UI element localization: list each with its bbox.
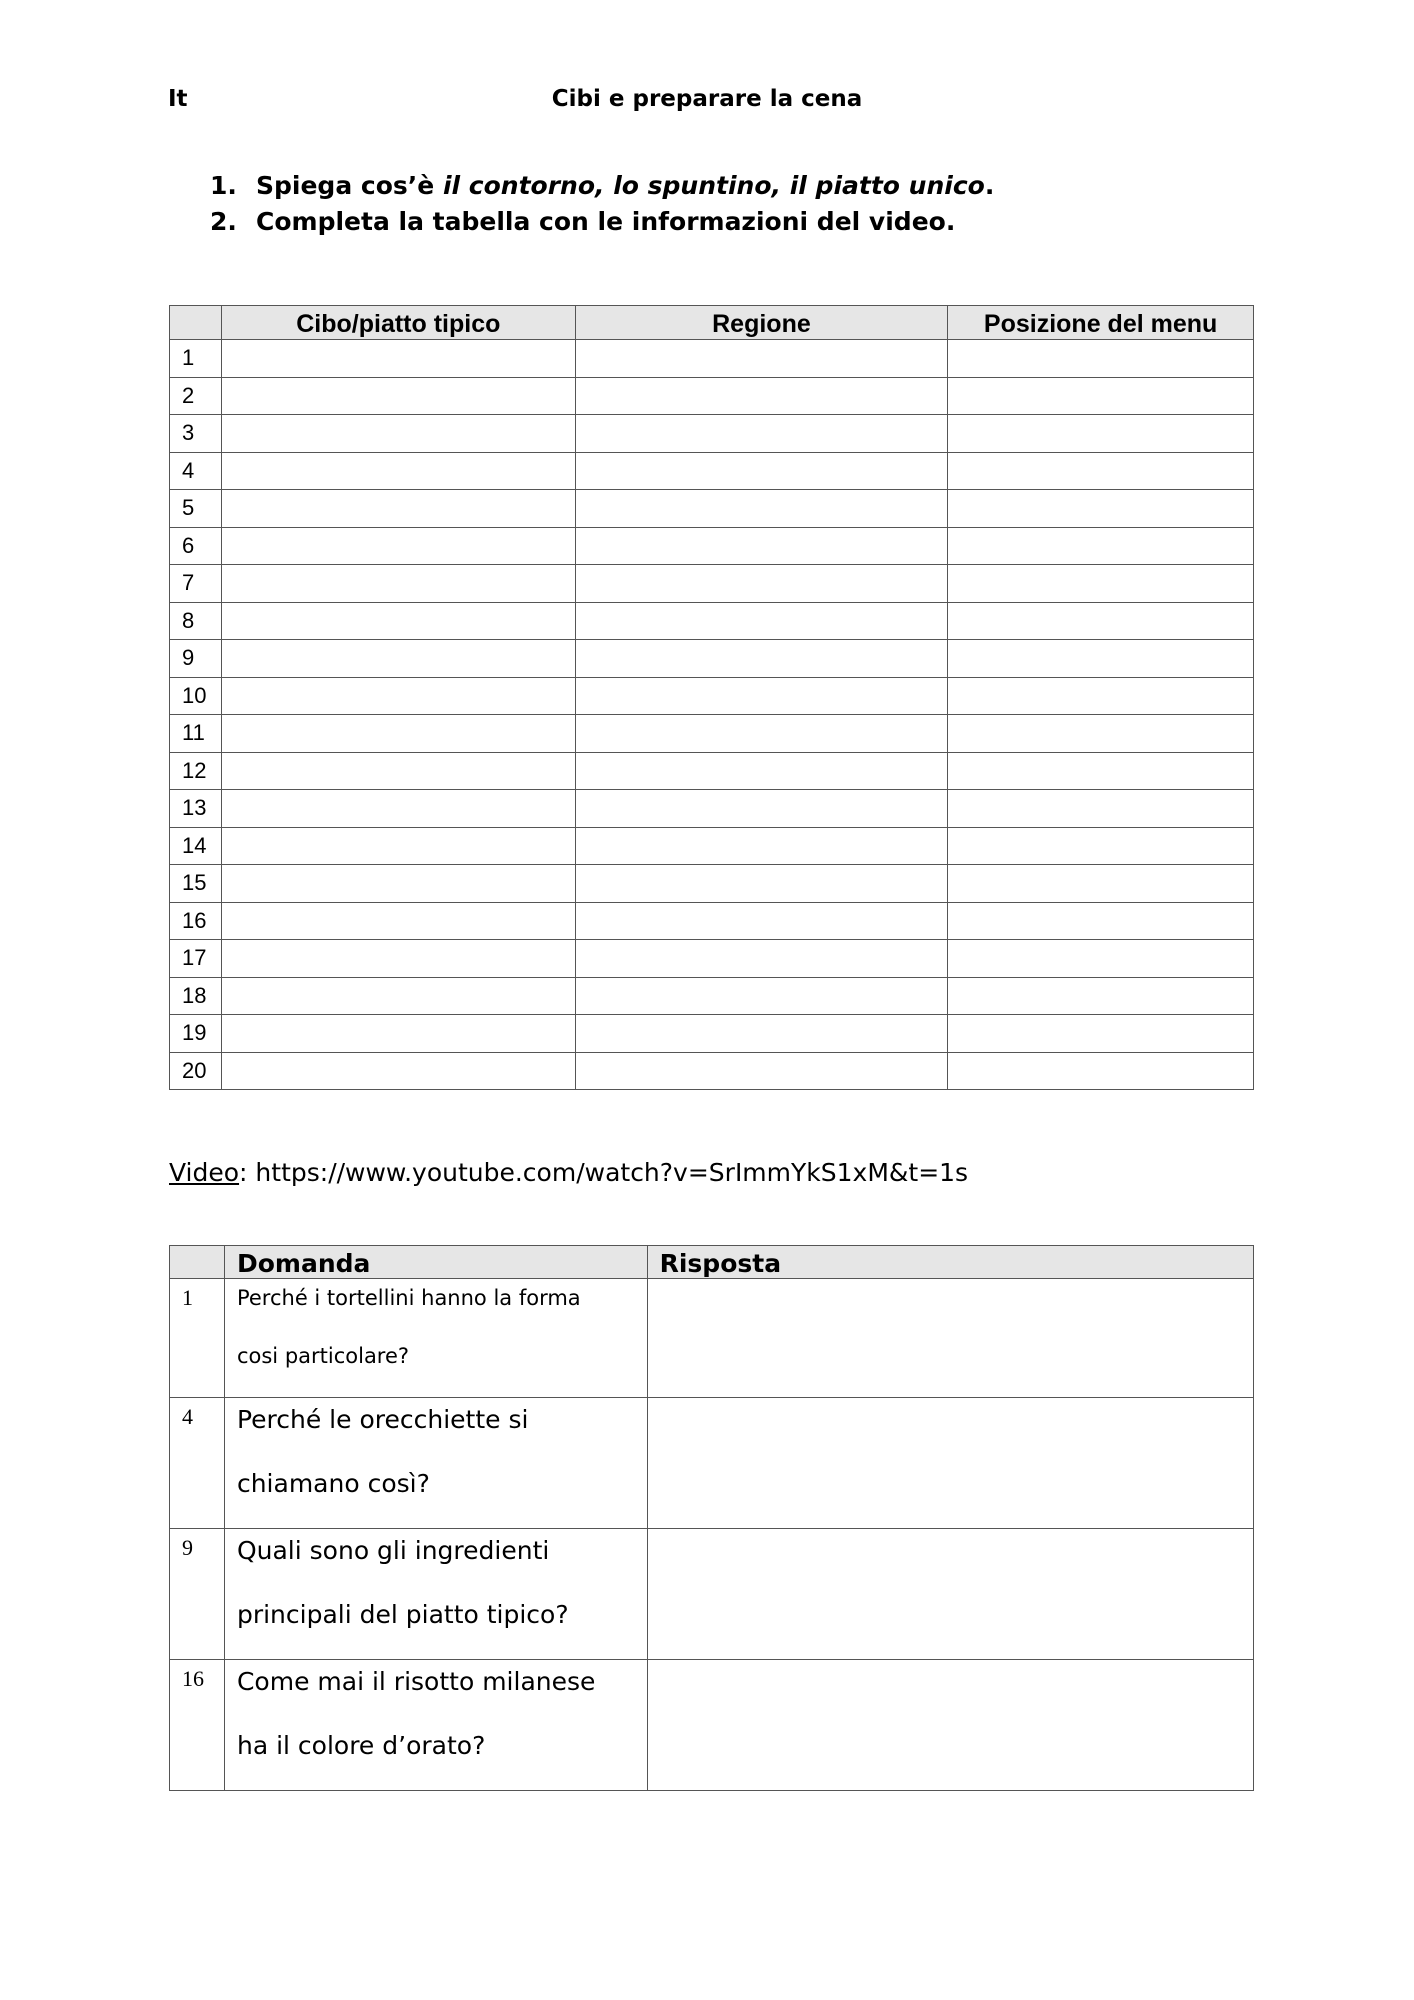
region-cell[interactable] bbox=[575, 527, 948, 565]
row-number: 13 bbox=[170, 790, 222, 828]
row-number: 2 bbox=[170, 377, 222, 415]
menu-position-cell[interactable] bbox=[948, 715, 1254, 753]
food-cell[interactable] bbox=[221, 640, 575, 678]
row-number: 1 bbox=[170, 340, 222, 378]
food-cell[interactable] bbox=[221, 490, 575, 528]
food-cell[interactable] bbox=[221, 790, 575, 828]
table-row bbox=[170, 340, 1254, 378]
table-row bbox=[170, 527, 1254, 565]
question-text bbox=[237, 1388, 647, 1516]
table-row bbox=[170, 977, 1254, 1015]
menu-position-cell[interactable] bbox=[948, 827, 1254, 865]
instruction-2 bbox=[210, 204, 994, 240]
menu-position-cell[interactable] bbox=[948, 790, 1254, 828]
table-row bbox=[170, 677, 1254, 715]
header-blank bbox=[170, 1246, 225, 1279]
question-line: cosi particolare? bbox=[236, 1344, 410, 1368]
table-row bbox=[170, 827, 1254, 865]
region-cell[interactable] bbox=[575, 602, 948, 640]
menu-position-cell[interactable] bbox=[948, 415, 1254, 453]
question-line: Perché le orecchiette si bbox=[236, 1405, 529, 1434]
menu-position-cell[interactable] bbox=[948, 565, 1254, 603]
menu-position-cell[interactable] bbox=[948, 640, 1254, 678]
menu-position-cell[interactable] bbox=[948, 602, 1254, 640]
food-cell[interactable] bbox=[221, 1015, 575, 1053]
table-row bbox=[170, 452, 1254, 490]
region-cell[interactable] bbox=[575, 977, 948, 1015]
food-cell[interactable] bbox=[221, 677, 575, 715]
region-cell[interactable] bbox=[575, 827, 948, 865]
instruction-text: Spiega cos’è bbox=[256, 171, 443, 200]
row-number: 4 bbox=[170, 452, 222, 490]
question-cell bbox=[224, 1529, 647, 1660]
row-number: 3 bbox=[170, 415, 222, 453]
region-cell[interactable] bbox=[575, 940, 948, 978]
menu-position-cell[interactable] bbox=[948, 902, 1254, 940]
video-label: Video bbox=[169, 1158, 240, 1187]
row-number: 15 bbox=[170, 865, 222, 903]
region-cell[interactable] bbox=[575, 790, 948, 828]
answer-cell[interactable] bbox=[647, 1660, 1253, 1791]
video-url[interactable]: https://www.youtube.com/watch?v=SrImmYkS1xM&t=1s bbox=[255, 1158, 969, 1187]
header-question: Domanda bbox=[224, 1246, 647, 1279]
question-number: 4 bbox=[170, 1398, 225, 1529]
questions-table bbox=[169, 1245, 1254, 1791]
menu-position-cell[interactable] bbox=[948, 490, 1254, 528]
table-row bbox=[170, 1052, 1254, 1090]
table-row bbox=[170, 565, 1254, 603]
food-table bbox=[169, 305, 1254, 1090]
row-number: 9 bbox=[170, 640, 222, 678]
menu-position-cell[interactable] bbox=[948, 865, 1254, 903]
question-cell bbox=[224, 1279, 647, 1398]
region-cell[interactable] bbox=[575, 640, 948, 678]
question-line: Quali sono gli ingredienti bbox=[236, 1536, 550, 1565]
menu-position-cell[interactable] bbox=[948, 1015, 1254, 1053]
table-row bbox=[170, 752, 1254, 790]
table-row bbox=[170, 865, 1254, 903]
menu-position-cell[interactable] bbox=[948, 527, 1254, 565]
header-menu-position: Posizione del menu bbox=[948, 306, 1254, 340]
region-cell[interactable] bbox=[575, 377, 948, 415]
region-cell[interactable] bbox=[575, 752, 948, 790]
header-subject: It bbox=[168, 86, 188, 112]
table-row bbox=[170, 940, 1254, 978]
row-number: 6 bbox=[170, 527, 222, 565]
menu-position-cell[interactable] bbox=[948, 340, 1254, 378]
question-text bbox=[237, 1650, 647, 1778]
region-cell[interactable] bbox=[575, 677, 948, 715]
food-cell[interactable] bbox=[221, 452, 575, 490]
menu-position-cell[interactable] bbox=[948, 377, 1254, 415]
region-cell[interactable] bbox=[575, 452, 948, 490]
question-cell bbox=[224, 1398, 647, 1529]
table-row bbox=[170, 640, 1254, 678]
header-blank bbox=[170, 306, 222, 340]
food-cell[interactable] bbox=[221, 340, 575, 378]
answer-cell[interactable] bbox=[647, 1279, 1253, 1398]
header-food: Cibo/piatto tipico bbox=[221, 306, 575, 340]
row-number: 11 bbox=[170, 715, 222, 753]
question-line: ha il colore d’orato? bbox=[236, 1731, 486, 1760]
food-cell[interactable] bbox=[221, 865, 575, 903]
question-line: Perché i tortellini hanno la forma bbox=[236, 1286, 581, 1310]
row-number: 5 bbox=[170, 490, 222, 528]
menu-position-cell[interactable] bbox=[948, 1052, 1254, 1090]
region-cell[interactable] bbox=[575, 865, 948, 903]
table-row bbox=[170, 1529, 1254, 1660]
question-text bbox=[237, 1519, 647, 1647]
food-cell[interactable] bbox=[221, 527, 575, 565]
question-number: 16 bbox=[170, 1660, 225, 1791]
table-row bbox=[170, 490, 1254, 528]
table-row bbox=[170, 1398, 1254, 1529]
row-number: 8 bbox=[170, 602, 222, 640]
row-number: 20 bbox=[170, 1052, 222, 1090]
header-region: Regione bbox=[575, 306, 948, 340]
page-title: Cibi e preparare la cena bbox=[551, 86, 863, 112]
row-number: 10 bbox=[170, 677, 222, 715]
table-row bbox=[170, 602, 1254, 640]
question-line: chiamano così? bbox=[236, 1469, 430, 1498]
instructions bbox=[210, 168, 994, 240]
video-separator: : bbox=[239, 1158, 256, 1187]
food-cell[interactable] bbox=[221, 977, 575, 1015]
question-number: 9 bbox=[170, 1529, 225, 1660]
instruction-italic: il contorno, lo spuntino, il piatto unico bbox=[442, 171, 985, 200]
food-cell[interactable] bbox=[221, 602, 575, 640]
question-cell bbox=[224, 1660, 647, 1791]
food-cell[interactable] bbox=[221, 902, 575, 940]
table-row bbox=[170, 1015, 1254, 1053]
table-row bbox=[170, 790, 1254, 828]
row-number: 12 bbox=[170, 752, 222, 790]
instruction-text: Completa la tabella con le informazioni del video. bbox=[256, 207, 956, 236]
answer-cell[interactable] bbox=[647, 1529, 1253, 1660]
region-cell[interactable] bbox=[575, 1052, 948, 1090]
food-cell[interactable] bbox=[221, 565, 575, 603]
row-number: 19 bbox=[170, 1015, 222, 1053]
region-cell[interactable] bbox=[575, 415, 948, 453]
table-row bbox=[170, 1660, 1254, 1791]
food-table-header bbox=[170, 306, 1254, 340]
food-cell[interactable] bbox=[221, 715, 575, 753]
table-row bbox=[170, 415, 1254, 453]
region-cell[interactable] bbox=[575, 565, 948, 603]
food-cell[interactable] bbox=[221, 1052, 575, 1090]
region-cell[interactable] bbox=[575, 1015, 948, 1053]
row-number: 7 bbox=[170, 565, 222, 603]
menu-position-cell[interactable] bbox=[948, 940, 1254, 978]
instruction-number: 1. bbox=[210, 171, 237, 200]
instruction-1 bbox=[210, 168, 994, 204]
table-row bbox=[170, 715, 1254, 753]
menu-position-cell[interactable] bbox=[948, 452, 1254, 490]
video-reference bbox=[169, 1158, 968, 1187]
table-row bbox=[170, 377, 1254, 415]
row-number: 14 bbox=[170, 827, 222, 865]
instruction-suffix: . bbox=[984, 171, 995, 200]
table-row bbox=[170, 1279, 1254, 1398]
menu-position-cell[interactable] bbox=[948, 752, 1254, 790]
food-cell[interactable] bbox=[221, 415, 575, 453]
region-cell[interactable] bbox=[575, 340, 948, 378]
question-number: 1 bbox=[170, 1279, 225, 1398]
table-row bbox=[170, 902, 1254, 940]
row-number: 16 bbox=[170, 902, 222, 940]
menu-position-cell[interactable] bbox=[948, 977, 1254, 1015]
food-cell[interactable] bbox=[221, 940, 575, 978]
header-answer: Risposta bbox=[647, 1246, 1253, 1279]
question-line: Come mai il risotto milanese bbox=[236, 1667, 596, 1696]
row-number: 18 bbox=[170, 977, 222, 1015]
region-cell[interactable] bbox=[575, 902, 948, 940]
menu-position-cell[interactable] bbox=[948, 677, 1254, 715]
row-number: 17 bbox=[170, 940, 222, 978]
food-cell[interactable] bbox=[221, 752, 575, 790]
food-cell[interactable] bbox=[221, 377, 575, 415]
instruction-number: 2. bbox=[210, 207, 237, 236]
answer-cell[interactable] bbox=[647, 1398, 1253, 1529]
region-cell[interactable] bbox=[575, 490, 948, 528]
food-cell[interactable] bbox=[221, 827, 575, 865]
region-cell[interactable] bbox=[575, 715, 948, 753]
question-text bbox=[237, 1269, 647, 1385]
question-line: principali del piatto tipico? bbox=[236, 1600, 569, 1629]
